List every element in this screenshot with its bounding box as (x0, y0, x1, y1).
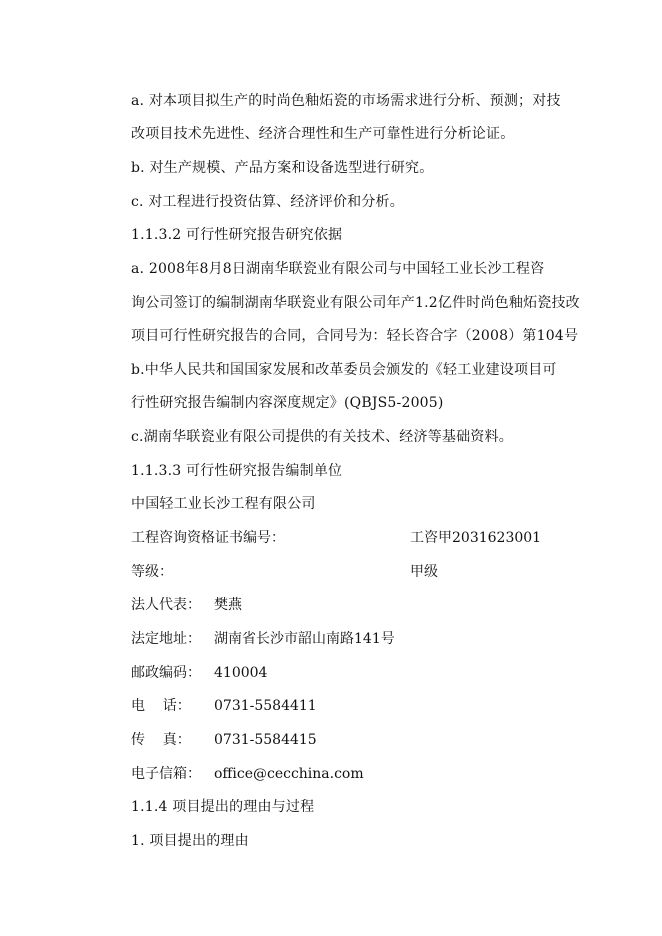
company-name: 中国轻工业长沙工程有限公司 (131, 496, 316, 512)
grade-label: 等级： (131, 564, 173, 580)
paragraph-line: 行性研究报告编制内容深度规定》(QBJS5-2005) (131, 395, 444, 411)
fax-label: 传 真： (131, 732, 191, 748)
section-heading: 1.1.3.2 可行性研究报告研究依据 (131, 227, 343, 243)
phone-value: 0731-5584411 (214, 698, 317, 714)
postcode-value: 410004 (214, 665, 268, 681)
paragraph-line: b. 对生产规模、产品方案和设备选型进行研究。 (131, 160, 434, 176)
legal-rep-value: 樊燕 (214, 597, 242, 613)
paragraph-line: 询公司签订的编制湖南华联瓷业有限公司年产1.2亿件时尚色釉炻瓷技改 (131, 295, 580, 311)
cert-value: 工咨甲2031623001 (410, 530, 542, 546)
section-heading: 1.1.3.3 可行性研究报告编制单位 (131, 463, 343, 479)
legal-rep-label: 法人代表： (131, 597, 201, 613)
paragraph-line: 改项目技术先进性、经济合理性和生产可靠性进行分析论证。 (131, 126, 515, 142)
address-value: 湖南省长沙市韶山南路141号 (214, 631, 395, 647)
section-heading: 1. 项目提出的理由 (131, 833, 249, 849)
grade-value: 甲级 (410, 564, 438, 580)
paragraph-line: a. 2008年8月8日湖南华联瓷业有限公司与中国轻工业长沙工程咨 (131, 261, 545, 277)
address-label: 法定地址： (131, 631, 201, 647)
paragraph-line: c.湖南华联瓷业有限公司提供的有关技术、经济等基础资料。 (131, 429, 513, 445)
paragraph-line: c. 对工程进行投资估算、经济评价和分析。 (131, 194, 404, 210)
email-value: office@cecchina.com (214, 766, 364, 782)
paragraph-line: a. 对本项目拟生产的时尚色釉炻瓷的市场需求进行分析、预测；对技 (131, 93, 561, 109)
fax-value: 0731-5584415 (214, 732, 317, 748)
postcode-label: 邮政编码： (131, 665, 201, 681)
cert-label: 工程咨询资格证书编号： (131, 530, 285, 546)
phone-label: 电 话： (131, 698, 191, 714)
section-heading: 1.1.4 项目提出的理由与过程 (131, 799, 315, 815)
paragraph-line: 项目可行性研究报告的合同，合同号为：轻长咨合字（2008）第104号 (131, 328, 579, 344)
paragraph-line: b.中华人民共和国国家发展和改革委员会颁发的《轻工业建设项目可 (131, 362, 557, 378)
email-label: 电子信箱： (131, 766, 201, 782)
